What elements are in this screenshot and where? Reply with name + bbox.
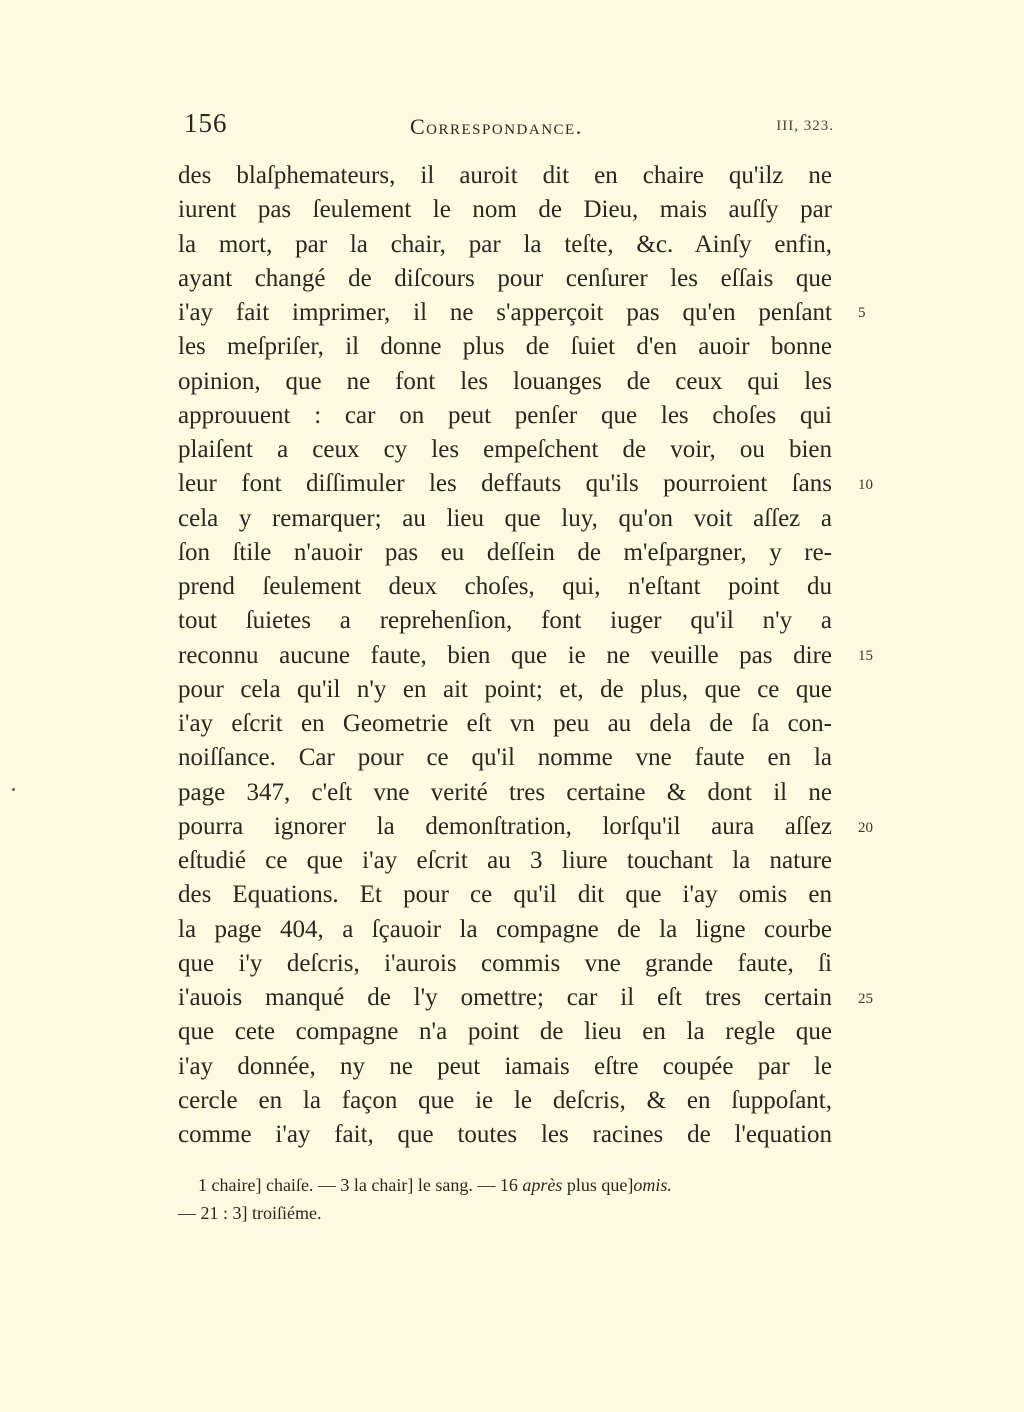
text-line: page 347, c'eſt vne verité tres certaine & dont il ne (178, 778, 832, 806)
footnote-line (178, 1171, 832, 1199)
page-number: 156 (184, 108, 228, 138)
text-line: i'ay donnée, ny ne peut iamais eſtre coupée par le (178, 1052, 832, 1080)
text-line: prend ſeulement deux choſes, qui, n'eſtant point du (178, 573, 832, 600)
footnote-italic: après (522, 1175, 563, 1195)
text-line: reconnu aucune faute, bien que ie ne veuille pas dire (178, 641, 832, 669)
text-line: approuuent : car on peut penſer que les choſes qui (178, 401, 832, 429)
print-speck (12, 788, 15, 791)
volume-reference: III, 323. (776, 118, 834, 134)
line-number-5: 5 (858, 305, 866, 321)
text-line: cela y remarquer; au lieu que luy, qu'on voit aſſez a (178, 504, 832, 532)
text-line: ſon ſtile n'auoir pas eu deſſein de m'eſpargner, y re- (178, 538, 832, 566)
line-number-15: 15 (858, 648, 873, 664)
page-header (182, 108, 834, 148)
footnotes (178, 1171, 832, 1227)
text-line: eſtudié ce que i'ay eſcrit au 3 liure touchant la nature (178, 847, 832, 874)
text-line: i'auois manqué de l'y omettre; car il eſt tres certain (178, 984, 832, 1011)
text-line: iurent pas ſeulement le nom de Dieu, mais auſſy par (178, 196, 832, 224)
text-line: plaiſent a ceux cy les empeſchent de voir, ou bien (178, 436, 832, 463)
text-line: que cete compagne n'a point de lieu en la regle que (178, 1018, 832, 1046)
text-line: opinion, que ne font les louanges de ceux qui les (178, 367, 832, 395)
footnote-text: plus que] (562, 1175, 634, 1195)
text-line: que i'y deſcris, i'aurois commis vne grande faute, ſi (178, 949, 832, 977)
text-line: i'ay fait imprimer, il ne s'apperçoit pas qu'en penſant (178, 299, 832, 326)
text-line: ayant changé de diſcours pour cenſurer les eſſais que (178, 264, 832, 292)
text-line: pour cela qu'il n'y en ait point; et, de plus, que ce que (178, 675, 832, 703)
footnote-text: 1 chaire] chaiſe. — 3 la chair] le sang. — 16 (198, 1175, 523, 1195)
text-line: cercle en la façon que ie le deſcris, & en ſuppoſant, (178, 1086, 832, 1114)
text-line: i'ay eſcrit en Geometrie eſt vn peu au dela de ſa con- (178, 710, 832, 737)
text-line: la page 404, a ſçauoir la compagne de la ligne courbe (178, 915, 832, 943)
text-line: leur font diſſimuler les deffauts qu'ils pourroient ſans (178, 470, 832, 498)
text-line: les meſpriſer, il donne plus de ſuiet d'en auoir bonne (178, 333, 832, 361)
footnote-italic: omis. (633, 1175, 672, 1195)
text-line: pourra ignorer la demonſtration, lorſqu'il aura aſſez (178, 812, 832, 840)
text-line: la mort, par la chair, par la teſte, &c. Ainſy enfin, (178, 230, 832, 258)
text-line: des Equations. Et pour ce qu'il dit que i'ay omis en (178, 881, 832, 909)
text-line: des blaſphemateurs, il auroit dit en chaire qu'ilz ne (178, 162, 832, 189)
line-number-10: 10 (858, 477, 873, 493)
text-line: comme i'ay fait, que toutes les racines de l'equation (178, 1121, 832, 1148)
text-line: noiſſance. Car pour ce qu'il nomme vne faute en la (178, 744, 832, 772)
running-title: Correspondance. (410, 114, 583, 139)
main-text (178, 159, 832, 1152)
line-number-25: 25 (858, 991, 873, 1007)
footnote-line: — 21 : 3] troiſiéme. (178, 1203, 322, 1223)
line-number-20: 20 (858, 820, 873, 836)
text-line: tout ſuietes a reprehenſion, font iuger qu'il n'y a (178, 607, 832, 635)
